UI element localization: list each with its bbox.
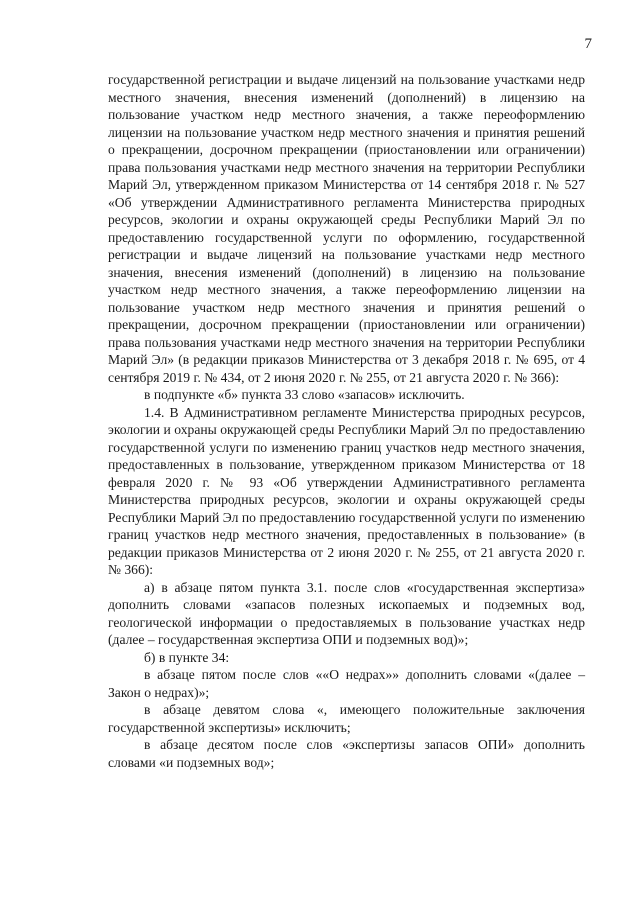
paragraph-continuation: государственной регистрации и выдаче лицензий на пользование участками недр местного значения, внесения изменений (дополнений) в лицензию на пользование участком недр местного значения, а также переоформлению лицензии на пользование участком недр местного значения и принятия решений о прекращении, досрочном прекращении (приостановлении или ограничении) права пользования участками недр местного значения на территории Республики Марий Эл, утвержденном приказом Министерства от 14 сентября 2018 г. № 527 «Об утверждении Административного регламента Министерства природных ресурсов, экологии и охраны окружающей среды Республики Марий Эл по предоставлению государственной услуги по оформлению, государственной регистрации и выдаче лицензий на пользование участками недр местного значения, внесения изменений (дополнений) в лицензию на пользование участком недр местного значения, а также переоформлению лицензии на пользование участком недр местного значения и принятия решений о прекращении, досрочном прекращении (приостановлении или ограничении) права пользования участками недр местного значения на территории Республики Марий Эл» (в редакции приказов Министерства от 3 декабря 2018 г. № 695, от 4 сентября 2019 г. № 434, от 2 июня 2020 г. № 255, от 21 августа 2020 г. № 366): [108,72,585,385]
paragraph-abzac-10: в абзаце десятом после слов «экспертизы запасов ОПИ» дополнить словами «и подземных вод»; [108,737,585,770]
document-body [108,71,585,771]
paragraph-subitem-b: б) в пункте 34: [144,649,230,665]
paragraph-item-1-4: 1.4. В Административном регламенте Министерства природных ресурсов, экологии и охраны окружающей среды Республики Марий Эл по предоставлению государственной услуги по изменению границ участков недр местного значения, предоставленных в пользование, утвержденном приказом Министерства от 18 февраля 2020 г. № 93 «Об утверждении Административного регламента Министерства природных ресурсов, экологии и охраны окружающей среды Республики Марий Эл по предоставлению государственной услуги по изменению границ участков недр местного значения, предоставленных в пользование» (в редакции приказов Министерства от 2 июня 2020 г. № 255, от 21 августа 2020 г. № 366): [108,404,585,577]
paragraph-subitem-a: а) в абзаце пятом пункта 3.1. после слов «государственная экспертиза» дополнить словами «запасов полезных ископаемых и подземных вод, геологической информации о предоставляемых в пользование участках недр (далее – государственная экспертиза ОПИ и подземных вод)»; [108,579,585,647]
paragraph-abzac-9: в абзаце девятом слова «, имеющего положительные заключения государственной экспертизы» исключить; [108,702,585,735]
page-number: 7 [584,36,592,52]
paragraph-subpoint-b-33: в подпункте «б» пункта 33 слово «запасов» исключить. [144,387,465,402]
paragraph-abzac-5: в абзаце пятом после слов ««О недрах»» дополнить словами «(далее – Закон о недрах)»; [108,667,585,700]
